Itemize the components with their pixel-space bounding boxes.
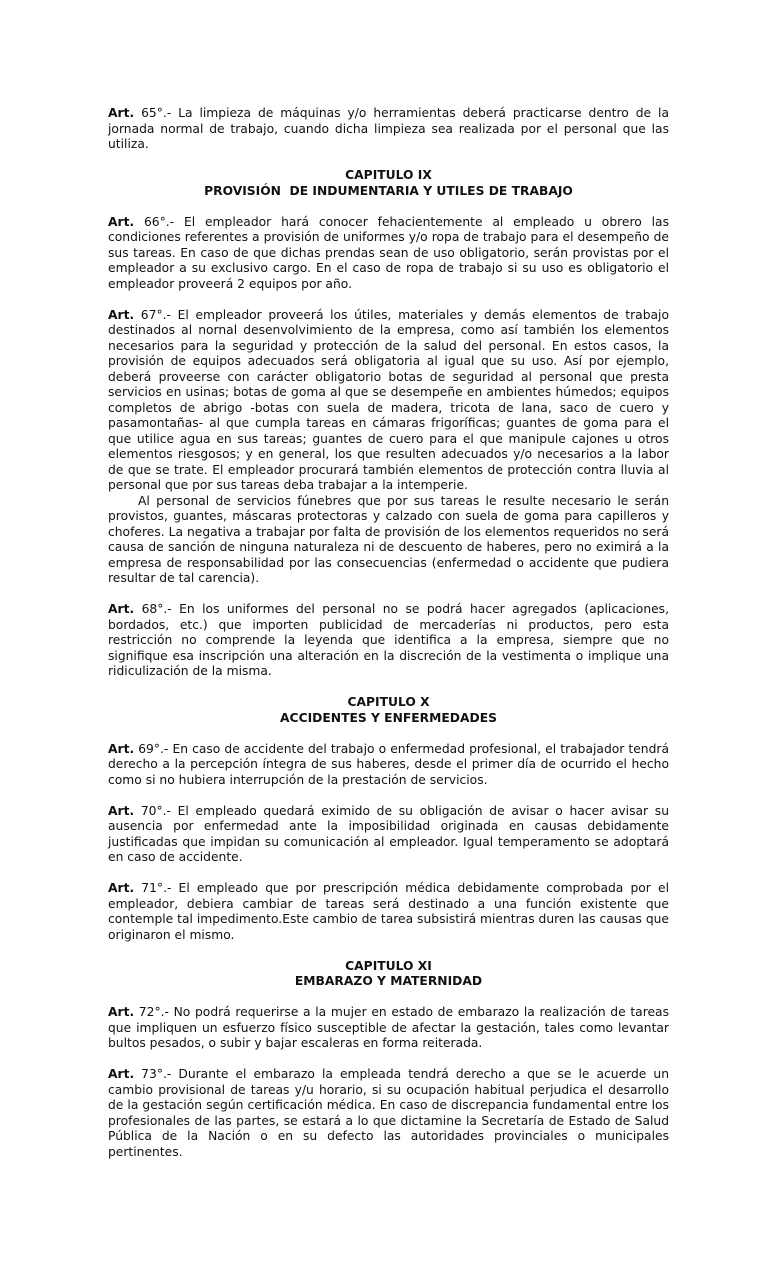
- article-66: [108, 215, 669, 293]
- chapter-title: EMBARAZO Y MATERNIDAD: [294, 974, 483, 988]
- article-text: 68°.- En los uniformes del personal no se podrá hacer agregados (aplicaciones, bordados, etc.) que importen publicidad de mercaderías ni productos, pero esta restricción no comprende la leyenda que identifica a la empresa, siempre que no signifique esa inscripción una alteración en la discreción de la vestimenta o implique una ridiculización de la misma.: [108, 602, 669, 678]
- article-text: 65°.- La limpieza de máquinas y/o herramientas deberá practicarse dentro de la jornada normal de trabajo, cuando dicha limpieza sea realizada por el personal que las utiliza.: [108, 106, 669, 151]
- article-label: Art.: [108, 1005, 135, 1019]
- article-text: 72°.- No podrá requerirse a la mujer en estado de embarazo la realización de tareas que impliquen un esfuerzo físico susceptible de afectar la gestación, tales como levantar bultos pesados, o subir y bajar escaleras en forma reiterada.: [108, 1005, 669, 1050]
- chapter-title: PROVISIÓN DE INDUMENTARIA Y UTILES DE TRABAJO: [204, 183, 573, 198]
- article-label: Art.: [108, 881, 135, 895]
- article-69: [108, 742, 669, 789]
- chapter-number: CAPITULO XI: [345, 958, 432, 973]
- article-text: 67°.- El empleador proveerá los útiles, materiales y demás elementos de trabajo destinados al nornal desenvolvimiento de la empresa, como así también los elementos necesarios para la seguridad y protección de la salud del personal. En estos casos, la provisión de equipos adecuados será obligatoria al igual que su uso. Así por ejemplo, deberá proveerse con carácter obligatorio botas de seguridad al personal que presta servicios en usinas; botas de goma al que se desempeñe en ambientes húmedos; equipos completos de abrigo -botas con suela de madera, tricota de lana, saco de cuero y pasamontañas- al que cumpla tareas en cámaras frigoríficas; guantes de goma para el que utilice agua en sus tareas; guantes de cuero para el que manipule cajones u otros elementos riesgosos; y en general, los que resulten adecuados y/o necesarios a la labor de que se trate. El empleador procurará también elementos de protección contra lluvia al personal que por sus tareas deba trabajar a la intemperie.: [108, 307, 669, 492]
- article-65: [108, 106, 669, 153]
- article-72: [108, 1005, 669, 1052]
- article-label: Art.: [108, 307, 135, 322]
- article-text: 66°.- El empleador hará conocer fehacientemente al empleado u obrero las condiciones referentes a provisión de uniformes y/o ropa de trabajo para el desempeño de sus tareas. En caso de que dichas prendas sean de uso obligatorio, serán provistas por el empleador a su exclusivo cargo. En el caso de ropa de trabajo si su uso es obligatorio el empleador proveerá 2 equipos por año.: [108, 214, 669, 291]
- chapter-11-heading: [108, 959, 669, 990]
- article-67: [108, 308, 669, 587]
- article-71: [108, 881, 669, 943]
- article-68: [108, 602, 669, 680]
- article-label: Art.: [108, 803, 135, 818]
- article-label: Art.: [108, 214, 135, 229]
- article-text: 71°.- El empleado que por prescripción médica debidamente comprobada por el empleador, debiera cambiar de tareas será destinado a una función existente que contemple tal impedimento.Este cambio de tarea subsistirá mientras duren las causas que originaron el mismo.: [108, 881, 669, 942]
- article-70: [108, 804, 669, 866]
- chapter-9-heading: [108, 168, 669, 199]
- article-paragraph: Al personal de servicios fúnebres que por sus tareas le resulte necesario le serán provistos, guantes, máscaras protectoras y calzado con suela de goma para capilleros y choferes. La negativa a trabajar por falta de provisión de los elementos requeridos no será causa de sanción de ninguna naturaleza ni de descuento de haberes, pero no eximirá a la empresa de responsabilidad por las consecuencias (enfermedad o accidente que pudiera resultar de tal carencia).: [108, 493, 669, 585]
- article-label: Art.: [108, 1067, 135, 1081]
- article-label: Art.: [108, 741, 135, 756]
- article-label: Art.: [108, 106, 135, 120]
- article-text: 70°.- El empleado quedará eximido de su obligación de avisar o hacer avisar su ausencia por enfermedad ante la imposibilidad originada en causas debidamente justificadas que impidan su comunicación al empleador. Igual temperamento se adoptará en caso de accidente.: [108, 803, 669, 864]
- chapter-10-heading: [108, 695, 669, 726]
- chapter-number: CAPITULO IX: [345, 168, 432, 182]
- article-73: [108, 1067, 669, 1160]
- article-label: Art.: [108, 602, 135, 616]
- chapter-title: ACCIDENTES Y ENFERMEDADES: [280, 710, 497, 725]
- article-text: 73°.- Durante el embarazo la empleada tendrá derecho a que se le acuerde un cambio provisional de tareas y/u horario, si su ocupación habitual perjudica el desarrollo de la gestación según certificación médica. En caso de discrepancia fundamental entre los profesionales de las partes, se estará a lo que dictamine la Secretaría de Estado de Salud Pública de la Nación o en su defecto las autoridades provinciales o municipales pertinentes.: [108, 1067, 669, 1159]
- chapter-number: CAPITULO X: [347, 695, 430, 709]
- document-page: [108, 106, 669, 1176]
- article-text: 69°.- En caso de accidente del trabajo o enfermedad profesional, el trabajador tendrá derecho a la percepción íntegra de sus haberes, desde el primer día de ocurrido el hecho como si no hubiera interrupción de la prestación de servicios.: [108, 741, 669, 787]
